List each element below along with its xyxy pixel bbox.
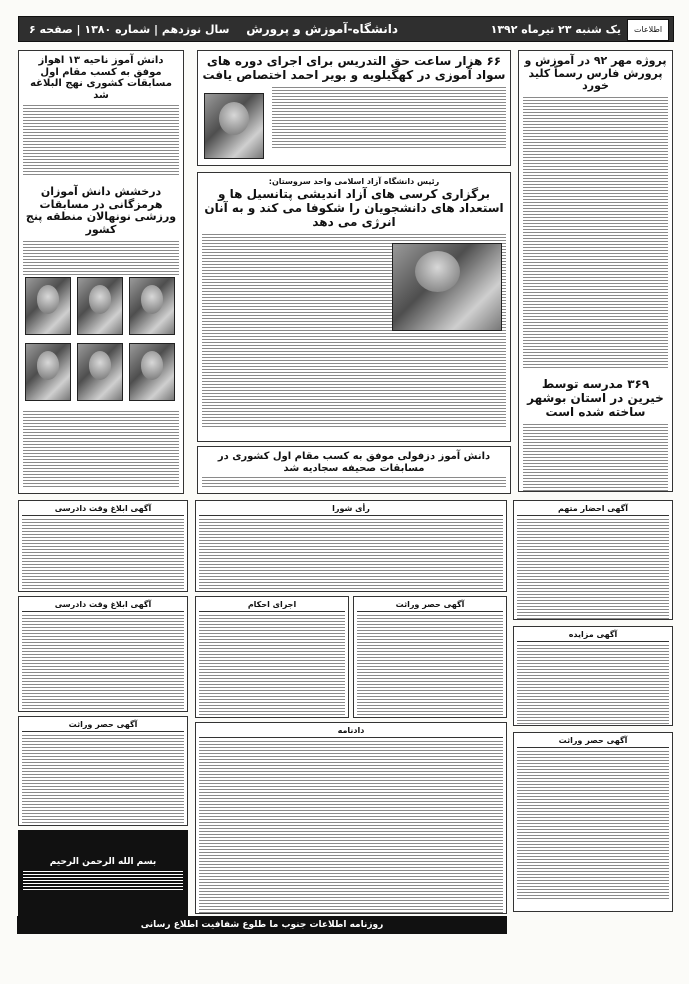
- ad-title: دادنامه: [199, 726, 503, 738]
- page-header: [18, 16, 674, 42]
- bottom-banner: [17, 916, 507, 934]
- right-article-column: [518, 50, 673, 492]
- center-top-article: [197, 50, 511, 166]
- ad-box: [18, 716, 188, 826]
- student-photo: [77, 277, 123, 335]
- banner-text: روزنامه اطلاعات جنوب ما طلوع شفافیت اطلاع رسانی: [140, 920, 384, 930]
- article-body: [23, 105, 179, 179]
- student-photo: [77, 343, 123, 401]
- ad-title: آگهی حصر وراثت: [22, 720, 184, 732]
- article-headline: ۶۶ هزار ساعت حق التدریس برای اجرای دوره های سواد آموزی در کهگیلویه و بویر احمد اختصاص یافت: [202, 54, 506, 82]
- ad-box: [513, 626, 673, 726]
- section-title: دانشگاه-آموزش و پرورش: [246, 22, 398, 36]
- ad-box: [195, 722, 507, 914]
- article-body: [23, 411, 179, 489]
- newspaper-logo: اطلاعات: [627, 19, 669, 41]
- student-photo: [129, 343, 175, 401]
- ad-box: [195, 596, 349, 718]
- memorial-banner: [18, 830, 188, 916]
- article-body: [523, 97, 668, 373]
- ad-title: رأی شورا: [199, 504, 503, 516]
- article-headline: پروژه مهر ۹۲ در آموزش و پرورش فارس رسماً کلید خورد: [524, 54, 667, 93]
- ad-title: آگهی مزایده: [517, 630, 669, 642]
- article-body: [23, 241, 179, 277]
- article-body: [272, 87, 506, 151]
- article-headline: دانش آموز دزفولی موفق به کسب مقام اول کشوری در مسابقات صحیفه سجادیه شد: [217, 451, 491, 474]
- ad-box: [513, 500, 673, 620]
- memorial-text: بسم الله الرحمن الرحیم: [49, 856, 157, 867]
- ad-box: [195, 500, 507, 592]
- article-headline: درخشش دانش آموزان هرمزگانی در مسابقات ورزشی نونهالان منطقه پنج کشور: [25, 185, 177, 236]
- ad-box: [353, 596, 507, 718]
- issue-number: سال نوزدهم | شماره ۱۳۸۰ | صفحه ۶: [29, 23, 230, 36]
- ad-title: آگهی ابلاغ وقت دادرسی: [22, 600, 184, 612]
- article-body: [202, 477, 506, 487]
- article-headline: برگزاری کرسی های آزاد اندیشی پتانسیل ها و استعداد های دانشجویان را شکوفا می کند و به آنان انرژی می دهد: [204, 187, 504, 229]
- article-headline: دانش آموز ناحیه ۱۳ اهواز موفق به کسب مقام اول مسابقات کشوری نهج البلاغه شد: [30, 55, 172, 101]
- left-article-column: [18, 50, 184, 494]
- student-photo: [129, 277, 175, 335]
- ad-title: آگهی ابلاغ وقت دادرسی: [22, 504, 184, 516]
- ad-title: آگهی احضار متهم: [517, 504, 669, 516]
- ad-title: آگهی حصر وراثت: [517, 736, 669, 748]
- student-photo: [25, 343, 71, 401]
- ad-title: اجرای احکام: [199, 600, 345, 612]
- center-bottom-article: [197, 446, 511, 494]
- portrait-photo: [204, 93, 264, 159]
- ad-box: [18, 596, 188, 712]
- student-photo: [25, 277, 71, 335]
- speaker-photo: [392, 243, 502, 331]
- ad-box: [513, 732, 673, 912]
- ad-title: آگهی حصر وراثت: [357, 600, 503, 612]
- article-subheadline: ۳۶۹ مدرسه توسط خیرین در استان بوشهر ساخته شده است: [527, 376, 664, 419]
- ad-box: [18, 500, 188, 592]
- center-middle-article: [197, 172, 511, 442]
- issue-date: یک شنبه ۲۳ تیرماه ۱۳۹۲: [490, 23, 621, 36]
- article-body: [523, 424, 668, 492]
- article-kicker: رئیس دانشگاه آزاد اسلامی واحد سروستان:: [268, 177, 440, 186]
